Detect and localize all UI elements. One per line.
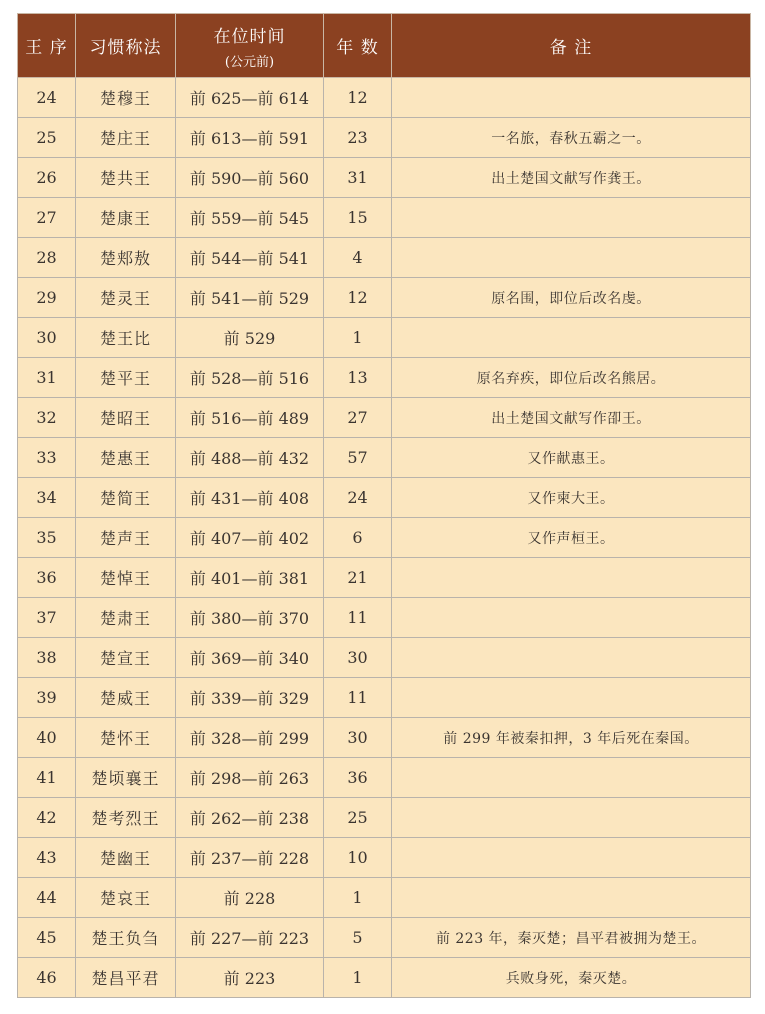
cell-note — [392, 198, 751, 238]
cell-order: 35 — [18, 518, 76, 558]
cell-order: 41 — [18, 758, 76, 798]
cell-years: 1 — [324, 958, 392, 998]
cell-years: 30 — [324, 718, 392, 758]
cell-note: 原名弃疾，即位后改名熊居。 — [392, 358, 751, 398]
cell-name: 楚肃王 — [76, 598, 176, 638]
header-name: 习惯称法 — [76, 14, 176, 78]
cell-name: 楚昭王 — [76, 398, 176, 438]
cell-order: 43 — [18, 838, 76, 878]
table-row — [18, 78, 751, 118]
cell-name: 楚考烈王 — [76, 798, 176, 838]
cell-period: 前 339—前 329 — [176, 678, 324, 718]
chu-kings-table — [17, 13, 751, 998]
table-row — [18, 598, 751, 638]
cell-order: 25 — [18, 118, 76, 158]
cell-note — [392, 598, 751, 638]
cell-years: 27 — [324, 398, 392, 438]
cell-name: 楚王比 — [76, 318, 176, 358]
chu-kings-table-container — [17, 13, 751, 998]
header-period — [176, 14, 324, 78]
cell-note — [392, 678, 751, 718]
table-row — [18, 358, 751, 398]
cell-note: 前 299 年被秦扣押，3 年后死在秦国。 — [392, 718, 751, 758]
header-order: 王 序 — [18, 14, 76, 78]
table-row — [18, 118, 751, 158]
cell-order: 29 — [18, 278, 76, 318]
table-row — [18, 798, 751, 838]
cell-years: 13 — [324, 358, 392, 398]
table-row — [18, 878, 751, 918]
cell-period: 前 529 — [176, 318, 324, 358]
cell-order: 37 — [18, 598, 76, 638]
cell-name: 楚顷襄王 — [76, 758, 176, 798]
cell-years: 31 — [324, 158, 392, 198]
cell-period: 前 380—前 370 — [176, 598, 324, 638]
cell-note — [392, 878, 751, 918]
cell-order: 26 — [18, 158, 76, 198]
table-row — [18, 518, 751, 558]
cell-note: 又作声桓王。 — [392, 518, 751, 558]
cell-order: 30 — [18, 318, 76, 358]
cell-order: 32 — [18, 398, 76, 438]
cell-note: 又作献惠王。 — [392, 438, 751, 478]
cell-note — [392, 838, 751, 878]
cell-note — [392, 78, 751, 118]
cell-years: 21 — [324, 558, 392, 598]
cell-years: 30 — [324, 638, 392, 678]
cell-years: 11 — [324, 598, 392, 638]
table-row — [18, 198, 751, 238]
table-row — [18, 558, 751, 598]
table-row — [18, 758, 751, 798]
cell-note: 前 223 年，秦灭楚；昌平君被拥为楚王。 — [392, 918, 751, 958]
cell-note — [392, 758, 751, 798]
cell-name: 楚怀王 — [76, 718, 176, 758]
cell-years: 4 — [324, 238, 392, 278]
cell-order: 27 — [18, 198, 76, 238]
table-row — [18, 838, 751, 878]
table-row — [18, 678, 751, 718]
header-period-label: 在位时间 — [213, 26, 286, 47]
cell-name: 楚共王 — [76, 158, 176, 198]
cell-note: 兵败身死，秦灭楚。 — [392, 958, 751, 998]
cell-period: 前 227—前 223 — [176, 918, 324, 958]
cell-years: 36 — [324, 758, 392, 798]
cell-order: 31 — [18, 358, 76, 398]
cell-name: 楚庄王 — [76, 118, 176, 158]
cell-years: 15 — [324, 198, 392, 238]
cell-name: 楚康王 — [76, 198, 176, 238]
cell-period: 前 613—前 591 — [176, 118, 324, 158]
cell-name: 楚简王 — [76, 478, 176, 518]
cell-years: 57 — [324, 438, 392, 478]
cell-order: 36 — [18, 558, 76, 598]
cell-order: 46 — [18, 958, 76, 998]
table-row — [18, 438, 751, 478]
cell-note — [392, 638, 751, 678]
cell-order: 40 — [18, 718, 76, 758]
cell-note — [392, 558, 751, 598]
cell-name: 楚威王 — [76, 678, 176, 718]
table-row — [18, 238, 751, 278]
cell-name: 楚声王 — [76, 518, 176, 558]
cell-order: 45 — [18, 918, 76, 958]
table-header — [18, 14, 751, 78]
cell-note: 一名旅，春秋五霸之一。 — [392, 118, 751, 158]
cell-note — [392, 318, 751, 358]
cell-years: 1 — [324, 318, 392, 358]
cell-name: 楚王负刍 — [76, 918, 176, 958]
cell-name: 楚灵王 — [76, 278, 176, 318]
table-row — [18, 958, 751, 998]
table-row — [18, 918, 751, 958]
cell-years: 11 — [324, 678, 392, 718]
cell-note — [392, 238, 751, 278]
cell-note: 出土楚国文献写作龚王。 — [392, 158, 751, 198]
cell-name: 楚哀王 — [76, 878, 176, 918]
cell-name: 楚昌平君 — [76, 958, 176, 998]
cell-period: 前 228 — [176, 878, 324, 918]
cell-period: 前 528—前 516 — [176, 358, 324, 398]
table-body — [18, 78, 751, 998]
cell-years: 25 — [324, 798, 392, 838]
cell-years: 12 — [324, 278, 392, 318]
table-row — [18, 478, 751, 518]
cell-years: 5 — [324, 918, 392, 958]
cell-period: 前 401—前 381 — [176, 558, 324, 598]
cell-order: 38 — [18, 638, 76, 678]
cell-order: 42 — [18, 798, 76, 838]
cell-period: 前 431—前 408 — [176, 478, 324, 518]
cell-order: 24 — [18, 78, 76, 118]
cell-name: 楚惠王 — [76, 438, 176, 478]
cell-name: 楚宣王 — [76, 638, 176, 678]
cell-name: 楚幽王 — [76, 838, 176, 878]
cell-period: 前 369—前 340 — [176, 638, 324, 678]
cell-period: 前 488—前 432 — [176, 438, 324, 478]
header-row — [18, 14, 751, 78]
cell-order: 39 — [18, 678, 76, 718]
cell-period: 前 625—前 614 — [176, 78, 324, 118]
cell-period: 前 407—前 402 — [176, 518, 324, 558]
cell-name: 楚郏敖 — [76, 238, 176, 278]
table-row — [18, 398, 751, 438]
cell-note — [392, 798, 751, 838]
header-years: 年 数 — [324, 14, 392, 78]
cell-period: 前 298—前 263 — [176, 758, 324, 798]
cell-period: 前 559—前 545 — [176, 198, 324, 238]
cell-order: 44 — [18, 878, 76, 918]
cell-years: 10 — [324, 838, 392, 878]
cell-period: 前 223 — [176, 958, 324, 998]
table-row — [18, 318, 751, 358]
cell-name: 楚穆王 — [76, 78, 176, 118]
table-row — [18, 718, 751, 758]
table-row — [18, 278, 751, 318]
cell-years: 24 — [324, 478, 392, 518]
table-row — [18, 158, 751, 198]
cell-note: 又作柬大王。 — [392, 478, 751, 518]
cell-name: 楚悼王 — [76, 558, 176, 598]
cell-years: 12 — [324, 78, 392, 118]
cell-years: 23 — [324, 118, 392, 158]
cell-note: 原名围，即位后改名虔。 — [392, 278, 751, 318]
cell-period: 前 328—前 299 — [176, 718, 324, 758]
cell-name: 楚平王 — [76, 358, 176, 398]
cell-years: 6 — [324, 518, 392, 558]
cell-order: 28 — [18, 238, 76, 278]
cell-period: 前 541—前 529 — [176, 278, 324, 318]
cell-period: 前 516—前 489 — [176, 398, 324, 438]
cell-order: 33 — [18, 438, 76, 478]
cell-order: 34 — [18, 478, 76, 518]
cell-period: 前 544—前 541 — [176, 238, 324, 278]
cell-note: 出土楚国文献写作卲王。 — [392, 398, 751, 438]
header-period-sub: (公元前) — [224, 54, 275, 70]
cell-period: 前 262—前 238 — [176, 798, 324, 838]
table-row — [18, 638, 751, 678]
header-note: 备 注 — [392, 14, 751, 78]
cell-period: 前 237—前 228 — [176, 838, 324, 878]
cell-period: 前 590—前 560 — [176, 158, 324, 198]
cell-years: 1 — [324, 878, 392, 918]
